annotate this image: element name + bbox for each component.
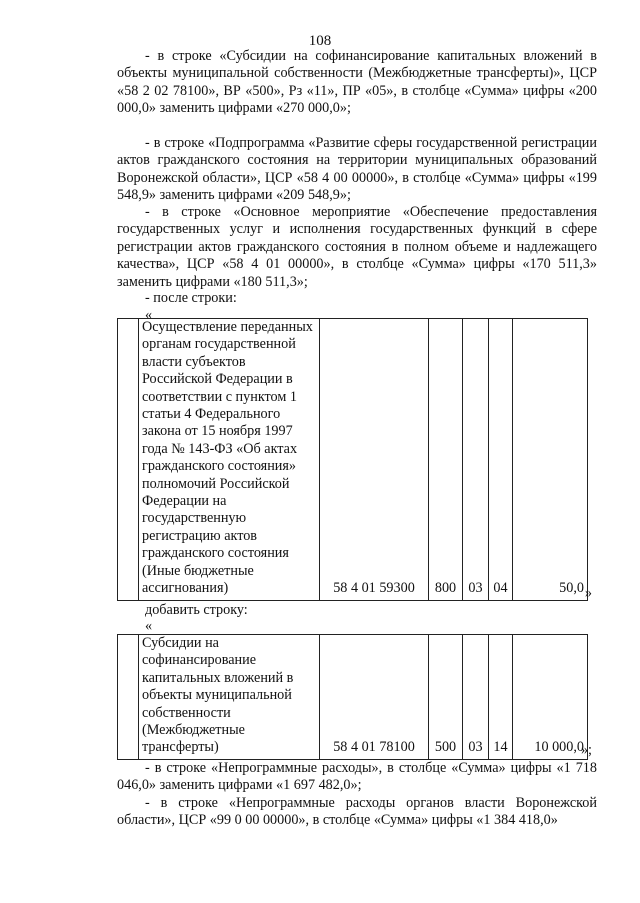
table-row xyxy=(118,635,588,760)
pr-cell: 04 xyxy=(489,319,513,601)
row-name-cell: Осуществление переданных органам государственной власти субъектов Российской Федерации в соответствии с пунктом 1 статьи 4 Федерального закона от 15 ноября 1997 года № 143-ФЗ «Об актах гражданского состояния» полномочий Российской Федерации на государственную регистрацию актов гражданского состояния (Иные бюджетные ассигнования) xyxy=(139,319,320,601)
reference-row-table xyxy=(117,318,588,601)
close-quote-2: »; xyxy=(580,742,592,758)
open-quote-2: « xyxy=(145,618,153,634)
paragraph-subsidies-change: - в строке «Субсидии на софинансирование капитальных вложений в объекты муниципальной собственности (Межбюджетные трансферты)», ЦСР «58 2 02 78100», ВР «500», Рз «11», ПР «05», в столбце «Сумма» цифры «200 000,0» заменить цифрами «270 000,0»; xyxy=(117,48,597,117)
csr-cell: 58 4 01 78100 xyxy=(320,635,429,760)
add-row-label: добавить строку: xyxy=(145,602,248,618)
row-name-cell: Субсидии на софинансирование капитальных вложений в объекты муниципальной собственности (Межбюджетные трансферты) xyxy=(139,635,320,760)
added-row-table xyxy=(117,634,588,760)
after-row-label: - после строки: xyxy=(145,290,237,306)
table-row xyxy=(118,319,588,601)
csr-cell: 58 4 01 59300 xyxy=(320,319,429,601)
paragraph-main-measure-change: - в строке «Основное мероприятие «Обеспечение предоставления государственных услуг и исполнения государственных функций в сфере регистрации актов гражданского состояния в полном объеме и надлежащего качества», ЦСР «58 4 01 00000», в столбце «Сумма» цифры «170 511,3» заменить цифрами «180 511,3»; xyxy=(117,204,597,290)
paragraph-subprogram-change: - в строке «Подпрограмма «Развитие сферы государственной регистрации актов гражданского состояния на территории муниципальных образований Воронежской области», ЦСР «58 4 00 00000», в столбце «Сумма» цифры «199 548,9» заменить цифрами «209 548,9»; xyxy=(117,135,597,204)
sum-cell: 10 000,0 xyxy=(513,635,588,760)
empty-cell xyxy=(118,635,139,760)
paragraph-nonprogram-authorities-change: - в строке «Непрограммные расходы органов власти Воронежской области», ЦСР «99 0 00 00000», в столбце «Сумма» цифры «1 384 418,0» xyxy=(117,795,597,829)
vr-cell: 800 xyxy=(429,319,463,601)
paragraph-nonprogram-change: - в строке «Непрограммные расходы», в столбце «Сумма» цифры «1 718 046,0» заменить цифрами «1 697 482,0»; xyxy=(117,760,597,794)
page-number: 108 xyxy=(308,33,332,49)
vr-cell: 500 xyxy=(429,635,463,760)
rz-cell: 03 xyxy=(463,319,489,601)
sum-cell: 50,0 xyxy=(513,319,588,601)
close-quote-1: » xyxy=(584,585,592,601)
empty-cell xyxy=(118,319,139,601)
pr-cell: 14 xyxy=(489,635,513,760)
open-quote-1: « xyxy=(145,307,153,323)
rz-cell: 03 xyxy=(463,635,489,760)
